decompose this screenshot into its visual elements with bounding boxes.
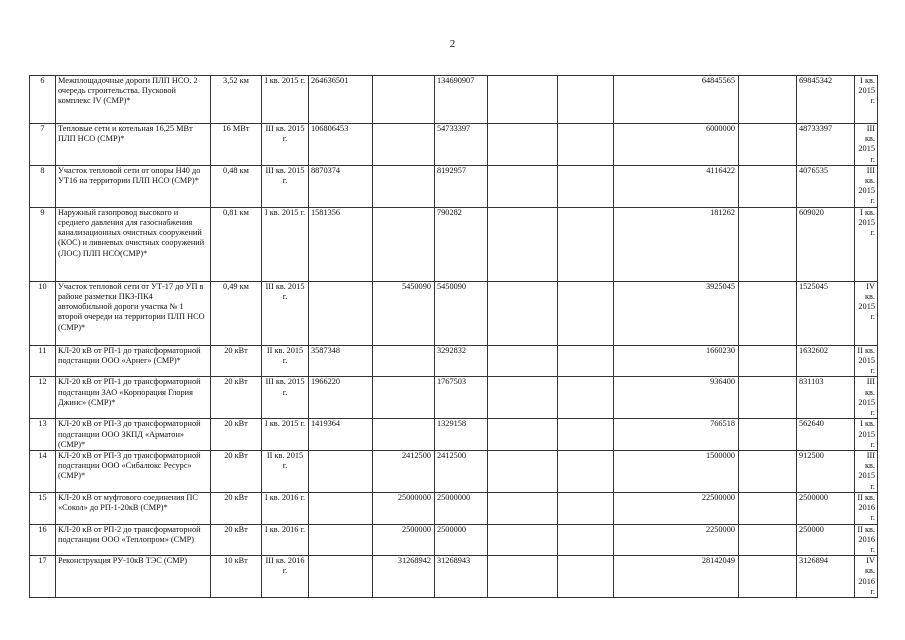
value-cell [558,377,614,419]
value-cell: 2500000 [797,493,855,525]
value-cell: 3925045 [614,281,739,345]
value-cell [488,207,558,281]
value-cell: 609020 [797,207,855,281]
object-name-cell: Участок тепловой сети от опоры Н40 до УТ16 на территории ПЛП НСО (СМР)* [56,165,211,207]
value-cell: 936400 [614,377,739,419]
value-cell: 22500000 [614,493,739,525]
value-cell: 134690907 [435,76,488,124]
value-cell [558,281,614,345]
value-cell [558,493,614,525]
start-period-cell: III кв. 2015 г. [262,281,309,345]
table-row [30,377,878,419]
object-name-cell: Межплощадочные дороги ПЛП НСО. 2 очередь строительства. Пусковой комплекс IV (СМР)* [56,76,211,124]
value-cell [739,124,797,166]
object-name-cell: Тепловые сети и котельная 16,25 МВт ПЛП НСО (СМР)* [56,124,211,166]
start-period-cell: III кв. 2015 г. [262,124,309,166]
table-row [30,281,878,345]
value-cell [488,281,558,345]
value-cell: 250000 [797,524,855,556]
object-name-cell: Реконструкция РУ-10кВ ТЭС (СМР) [56,556,211,598]
object-name-cell: Участок тепловой сети от УТ-17 до УП в районе разметки ПК3-ПК4 автомобильной дороги участка № 1 второй очереди на территории ПЛП НСО (СМР)* [56,281,211,345]
end-period-cell: II кв. 2016 г. [855,493,878,525]
value-cell: 28142049 [614,556,739,598]
value-cell: 6000000 [614,124,739,166]
value-cell: 1966220 [309,377,373,419]
start-period-cell: II кв. 2015 г. [262,451,309,493]
value-cell: 31268943 [435,556,488,598]
value-cell: 1581356 [309,207,373,281]
value-cell [558,451,614,493]
row-number-cell: 12 [30,377,56,419]
value-cell: 1660230 [614,345,739,377]
value-cell: 1419364 [309,419,373,451]
value-cell [309,281,373,345]
value-cell: 2412500 [435,451,488,493]
value-cell: 8192957 [435,165,488,207]
value-cell [488,556,558,598]
capacity-cell: 10 кВт [211,556,262,598]
value-cell [739,419,797,451]
value-cell: 69845342 [797,76,855,124]
value-cell: 5450090 [435,281,488,345]
end-period-cell: III кв. 2015 г. [855,124,878,166]
value-cell: 25000000 [373,493,435,525]
table-row [30,524,878,556]
value-cell [558,419,614,451]
value-cell [309,493,373,525]
end-period-cell: I кв. 2015 г. [855,419,878,451]
value-cell: 3292832 [435,345,488,377]
object-name-cell: Наружный газопровод высокого и среднего давления для газоснабжения канализационных очистных сооружений (КОС) и ливневых очистных сооружений (ЛОС) ПЛП НСО(СМР)* [56,207,211,281]
value-cell: 1500000 [614,451,739,493]
value-cell: 4076535 [797,165,855,207]
capacity-cell: 0,49 км [211,281,262,345]
end-period-cell: IV кв. 2015 г. [855,281,878,345]
start-period-cell: III кв. 2015 г. [262,165,309,207]
row-number-cell: 13 [30,419,56,451]
end-period-cell: III кв. 2015 г. [855,165,878,207]
value-cell [309,451,373,493]
value-cell: 790282 [435,207,488,281]
value-cell: 831103 [797,377,855,419]
value-cell [558,124,614,166]
object-name-cell: КЛ-20 кВ от РП-2 до трансформаторной подстанции ООО «Теплопром» (СМР) [56,524,211,556]
value-cell [488,524,558,556]
value-cell [739,377,797,419]
page-number: 2 [449,38,456,50]
value-cell [488,419,558,451]
table-row [30,419,878,451]
capacity-cell: 16 МВт [211,124,262,166]
value-cell [558,524,614,556]
value-cell: 8870374 [309,165,373,207]
value-cell: 64845565 [614,76,739,124]
value-cell [488,493,558,525]
value-cell [373,207,435,281]
end-period-cell: III кв. 2015 г. [855,451,878,493]
start-period-cell: I кв. 2015 г. [262,207,309,281]
row-number-cell: 10 [30,281,56,345]
end-period-cell: IV кв. 2016 г. [855,556,878,598]
value-cell [739,207,797,281]
value-cell: 5450090 [373,281,435,345]
value-cell [373,345,435,377]
value-cell [488,124,558,166]
row-number-cell: 6 [30,76,56,124]
table-row [30,345,878,377]
start-period-cell: I кв. 2016 г. [262,493,309,525]
end-period-cell: I кв. 2015 г. [855,207,878,281]
value-cell [309,524,373,556]
row-number-cell: 14 [30,451,56,493]
table-row [30,493,878,525]
value-cell: 4116422 [614,165,739,207]
start-period-cell: I кв. 2015 г. [262,419,309,451]
investment-table [29,75,878,598]
value-cell [558,556,614,598]
value-cell: 54733397 [435,124,488,166]
value-cell: 1632602 [797,345,855,377]
value-cell [373,419,435,451]
value-cell: 766518 [614,419,739,451]
value-cell [739,76,797,124]
table-row [30,451,878,493]
table-row [30,165,878,207]
capacity-cell: 20 кВт [211,493,262,525]
value-cell [558,165,614,207]
start-period-cell: III кв. 2015 г. [262,377,309,419]
value-cell: 264636501 [309,76,373,124]
value-cell: 1525045 [797,281,855,345]
value-cell [373,76,435,124]
table-row [30,76,878,124]
value-cell [488,451,558,493]
table-row [30,556,878,598]
start-period-cell: I кв. 2016 г. [262,524,309,556]
value-cell [739,524,797,556]
value-cell: 2412500 [373,451,435,493]
value-cell: 31268942 [373,556,435,598]
value-cell [373,165,435,207]
start-period-cell: III кв. 2016 г. [262,556,309,598]
value-cell [309,556,373,598]
row-number-cell: 17 [30,556,56,598]
value-cell: 3126894 [797,556,855,598]
value-cell: 2500000 [435,524,488,556]
capacity-cell: 20 кВт [211,524,262,556]
capacity-cell: 20 кВт [211,451,262,493]
value-cell: 2500000 [373,524,435,556]
value-cell [739,556,797,598]
end-period-cell: II кв. 2015 г. [855,345,878,377]
value-cell [373,124,435,166]
start-period-cell: II кв. 2015 г. [262,345,309,377]
value-cell [739,493,797,525]
capacity-cell: 0,81 км [211,207,262,281]
row-number-cell: 15 [30,493,56,525]
start-period-cell: I кв. 2015 г. [262,76,309,124]
value-cell [739,451,797,493]
value-cell [739,165,797,207]
object-name-cell: КЛ-20 кВ от РП-1 до трансформаторной подстанции ООО «Арнег» (СМР)* [56,345,211,377]
object-name-cell: КЛ-20 кВ от РП-1 до трансформаторной подстанции ЗАО «Корпорация Глория Джинс» (СМР)* [56,377,211,419]
row-number-cell: 8 [30,165,56,207]
object-name-cell: КЛ-20 кВ от РП-3 до трансформаторной подстанции ООО ЗКПД «Арматон» (СМР)* [56,419,211,451]
row-number-cell: 7 [30,124,56,166]
value-cell [488,76,558,124]
end-period-cell: III кв. 2015 г. [855,377,878,419]
value-cell [373,377,435,419]
value-cell [558,76,614,124]
value-cell: 48733397 [797,124,855,166]
value-cell [488,377,558,419]
value-cell [488,345,558,377]
capacity-cell: 20 кВт [211,419,262,451]
value-cell [739,345,797,377]
capacity-cell: 20 кВт [211,345,262,377]
value-cell: 1767503 [435,377,488,419]
value-cell [488,165,558,207]
value-cell [558,345,614,377]
value-cell [739,281,797,345]
object-name-cell: КЛ-20 кВ от муфтового соединения ПС «Сокол» до РП-1-20кВ (СМР)* [56,493,211,525]
capacity-cell: 20 кВт [211,377,262,419]
table-row [30,124,878,166]
end-period-cell: I кв. 2015 г. [855,76,878,124]
row-number-cell: 11 [30,345,56,377]
object-name-cell: КЛ-20 кВ от РП-3 до трансформаторной подстанции ООО «Сибалюкс Ресурс» (СМР)* [56,451,211,493]
value-cell: 3587348 [309,345,373,377]
row-number-cell: 9 [30,207,56,281]
capacity-cell: 3,52 км [211,76,262,124]
value-cell: 562640 [797,419,855,451]
end-period-cell: II кв. 2016 г. [855,524,878,556]
table-row [30,207,878,281]
value-cell [558,207,614,281]
value-cell: 25000000 [435,493,488,525]
value-cell: 106806453 [309,124,373,166]
value-cell: 912500 [797,451,855,493]
value-cell: 181262 [614,207,739,281]
capacity-cell: 0,48 км [211,165,262,207]
row-number-cell: 16 [30,524,56,556]
value-cell: 1329158 [435,419,488,451]
value-cell: 2250000 [614,524,739,556]
